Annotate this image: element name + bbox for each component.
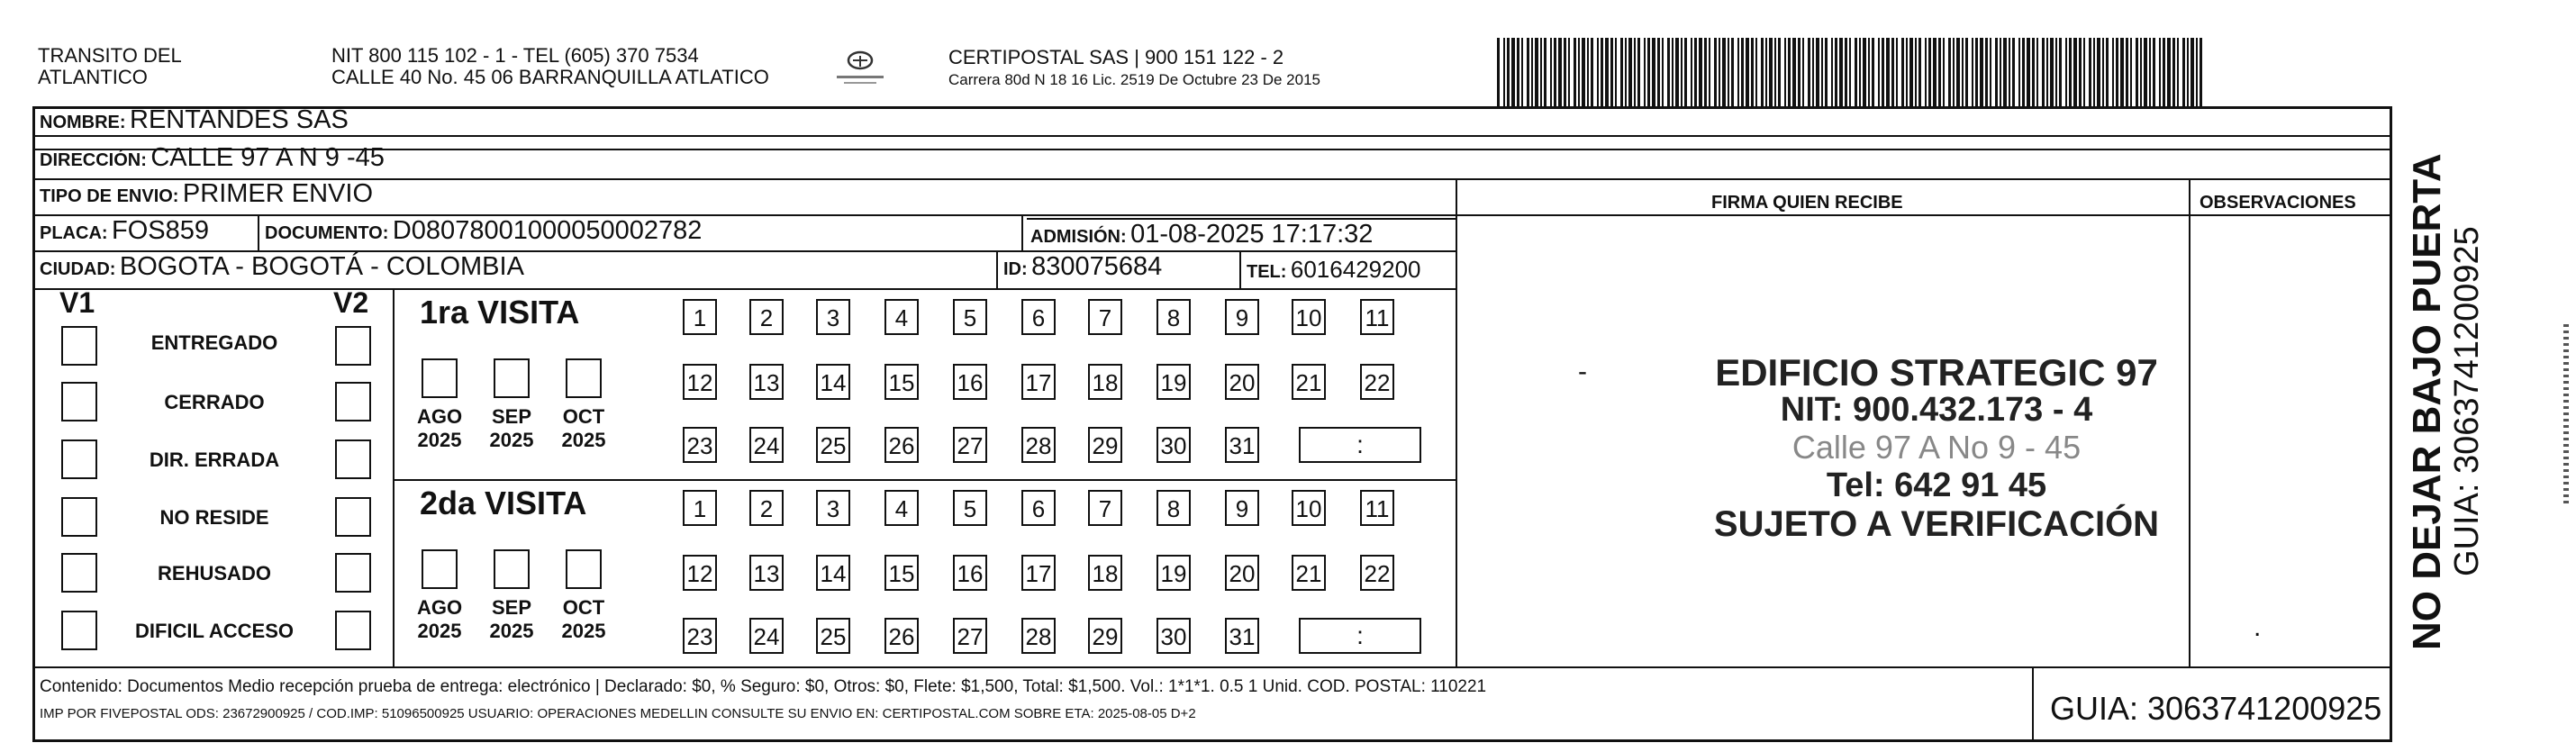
dot-mark: . [2254,612,2262,642]
day-box[interactable]: 26 [884,618,919,654]
day-box[interactable]: 29 [1088,618,1122,654]
courier-name: CERTIPOSTAL SAS | 900 151 122 - 2 [948,46,1284,68]
status-option-label: DIFICIL ACCESO [134,620,294,642]
day-box[interactable]: 31 [1225,618,1259,654]
day-box[interactable]: 21 [1292,555,1326,591]
v2-label: V2 [333,286,369,319]
placa-row [40,216,209,246]
footer-guia: GUIA: 3063741200925 [2050,690,2382,727]
day-box[interactable]: 12 [683,364,717,400]
v1-label: V1 [59,286,95,319]
certipostal-logo-icon [833,47,887,92]
nombre-value: RENTANDES SAS [130,105,349,134]
day-box[interactable]: 17 [1021,364,1056,400]
day-box[interactable]: 31 [1225,427,1259,463]
stamp-line-1: EDIFICIO STRATEGIC 97 [1715,351,2158,394]
day-box[interactable]: 2 [749,299,784,335]
status-option-label: ENTREGADO [150,331,278,354]
v1-checkbox[interactable] [61,553,97,593]
side-guia: GUIA: 3063741200925 [2448,226,2486,576]
day-box[interactable]: 22 [1360,364,1394,400]
visit-month-label: OCT [562,405,605,428]
day-box[interactable]: 27 [953,618,987,654]
documento-row [265,216,702,246]
status-option-label: CERRADO [164,391,265,413]
visit-month-checkbox[interactable] [494,358,530,398]
observaciones-label: OBSERVACIONES [2200,193,2356,213]
visit-month-checkbox[interactable] [566,358,602,398]
day-box[interactable]: 26 [884,427,919,463]
scan-edge-mark [2563,324,2569,504]
visit-month-label: AGO [416,596,463,619]
nombre-row [40,105,349,135]
v1-checkbox[interactable] [61,497,97,537]
visit-month-checkbox[interactable] [566,549,602,589]
time-field[interactable]: : [1299,427,1421,463]
v1-checkbox[interactable] [61,382,97,421]
firma-label: FIRMA QUIEN RECIBE [1711,193,1903,213]
admision-label: ADMISIÓN: [1030,227,1127,247]
day-box[interactable]: 27 [953,427,987,463]
day-box[interactable]: 19 [1156,555,1191,591]
day-box[interactable]: 20 [1225,555,1259,591]
visit-year-label: 2025 [417,429,462,451]
courier-license: Carrera 80d N 18 16 Lic. 2519 De Octubre 23 De 2015 [948,71,1320,88]
day-box[interactable]: 6 [1021,490,1056,526]
day-box[interactable]: 6 [1021,299,1056,335]
day-box[interactable]: 23 [683,618,717,654]
visit-year-label: 2025 [417,620,462,642]
ciudad-row [40,252,524,282]
v1-checkbox[interactable] [61,439,97,479]
v2-checkbox[interactable] [335,497,371,537]
status-option-label: REHUSADO [158,562,271,584]
visit-2-title: 2da VISITA [420,485,587,521]
v2-checkbox[interactable] [335,611,371,650]
v1-checkbox[interactable] [61,326,97,366]
day-box[interactable]: 16 [953,555,987,591]
day-box[interactable]: 20 [1225,364,1259,400]
sender-nit: NIT 800 115 102 - 1 - TEL (605) 370 7534 [331,44,699,67]
day-box[interactable]: 17 [1021,555,1056,591]
direccion-row [40,143,385,173]
direccion-value: CALLE 97 A N 9 -45 [150,143,385,172]
v2-checkbox[interactable] [335,326,371,366]
visit-month-label: AGO [416,405,463,428]
direccion-label: DIRECCIÓN: [40,150,147,170]
day-box[interactable]: 25 [816,618,850,654]
id-label: ID: [1003,259,1028,279]
day-box[interactable]: 7 [1088,490,1122,526]
visit-year-label: 2025 [561,429,606,451]
documento-value: D08078001000050002782 [392,216,703,245]
time-field[interactable]: : [1299,618,1421,654]
day-box[interactable]: 11 [1360,299,1394,335]
documento-label: DOCUMENTO: [265,223,389,243]
stamp-line-4: Tel: 642 91 45 [1826,467,2047,504]
day-box[interactable]: 18 [1088,555,1122,591]
footer-imp: IMP POR FIVEPOSTAL ODS: 23672900925 / COD.IMP: 51096500925 USUARIO: OPERACIONES MEDELLIN CONSULTE SU ENVIO EN: CERTIPOSTAL.COM SOBRE ETA: 2025-08-05 D+2 [40,706,1196,721]
sender-line-1: TRANSITO DEL [38,44,182,67]
day-box[interactable]: 14 [816,364,850,400]
day-box[interactable]: 4 [884,299,919,335]
day-box[interactable]: 28 [1021,618,1056,654]
visit-month-checkbox[interactable] [494,549,530,589]
placa-value: FOS859 [112,216,209,245]
v2-checkbox[interactable] [335,439,371,479]
day-box[interactable]: 30 [1156,618,1191,654]
visit-year-label: 2025 [561,620,606,642]
stamp-line-2: NIT: 900.432.173 - 4 [1780,391,2093,429]
ciudad-label: CIUDAD: [40,259,116,279]
tel-row [1247,256,1421,284]
day-box[interactable]: 18 [1088,364,1122,400]
day-box[interactable]: 25 [816,427,850,463]
barcode [1497,38,2209,108]
placa-label: PLACA: [40,223,108,243]
tipo-envio-value: PRIMER ENVIO [182,179,374,208]
day-box[interactable]: 9 [1225,490,1259,526]
day-box[interactable]: 28 [1021,427,1056,463]
tel-value: 6016429200 [1290,256,1421,283]
day-box[interactable]: 13 [749,555,784,591]
day-box[interactable]: 15 [884,364,919,400]
day-box[interactable]: 7 [1088,299,1122,335]
side-warning: NO DEJAR BAJO PUERTA [2405,153,2449,650]
day-box[interactable]: 22 [1360,555,1394,591]
v2-checkbox[interactable] [335,553,371,593]
day-box[interactable]: 29 [1088,427,1122,463]
tipo-envio-label: TIPO DE ENVIO: [40,186,179,206]
admision-row [1030,220,1373,249]
v1-checkbox[interactable] [61,611,97,650]
day-box[interactable]: 21 [1292,364,1326,400]
day-box[interactable]: 4 [884,490,919,526]
id-row [1003,252,1162,282]
dash-mark: - [1578,357,1587,386]
day-box[interactable]: 5 [953,299,987,335]
id-value: 830075684 [1031,252,1163,281]
visit-month-label: SEP [491,405,532,428]
status-option-label: DIR. ERRADA [149,448,280,471]
day-box[interactable]: 24 [749,618,784,654]
day-box[interactable]: 19 [1156,364,1191,400]
day-box[interactable]: 15 [884,555,919,591]
ciudad-value: BOGOTA - BOGOTÁ - COLOMBIA [119,252,524,281]
day-box[interactable]: 13 [749,364,784,400]
stamp-line-5: SUJETO A VERIFICACIÓN [1713,504,2160,544]
day-box[interactable]: 1 [683,490,717,526]
visit-year-label: 2025 [489,620,534,642]
day-box[interactable]: 23 [683,427,717,463]
day-box[interactable]: 16 [953,364,987,400]
visit-month-label: SEP [491,596,532,619]
footer-contenido: Contenido: Documentos Medio recepción prueba de entrega: electrónico | Declarado: $0, % Seguro: $0, Otros: $0, Flete: $1,500, Total: $1,500. Vol.: 1*1*1. 0.5 1 Unid. COD. POSTAL: 110221 [40,677,1487,696]
sender-line-2: ATLANTICO [38,66,148,88]
visit-month-checkbox[interactable] [422,358,458,398]
visit-month-label: OCT [562,596,605,619]
tipo-envio-row [40,179,373,209]
day-box[interactable]: 30 [1156,427,1191,463]
day-box[interactable]: 14 [816,555,850,591]
day-box[interactable]: 24 [749,427,784,463]
day-box[interactable]: 12 [683,555,717,591]
sender-address: CALLE 40 No. 45 06 BARRANQUILLA ATLATICO [331,66,769,88]
day-box[interactable]: 10 [1292,299,1326,335]
day-box[interactable]: 8 [1156,299,1191,335]
day-box[interactable]: 2 [749,490,784,526]
day-box[interactable]: 10 [1292,490,1326,526]
nombre-label: NOMBRE: [40,113,126,132]
visit-1-title: 1ra VISITA [420,294,580,331]
visit-year-label: 2025 [489,429,534,451]
day-box[interactable]: 5 [953,490,987,526]
day-box[interactable]: 3 [816,299,850,335]
day-box[interactable]: 11 [1360,490,1394,526]
day-box[interactable]: 8 [1156,490,1191,526]
tel-label: TEL: [1247,262,1287,282]
status-option-label: NO RESIDE [159,506,269,529]
admision-value: 01-08-2025 17:17:32 [1130,220,1374,249]
visit-month-checkbox[interactable] [422,549,458,589]
day-box[interactable]: 3 [816,490,850,526]
stamp-line-3: Calle 97 A No 9 - 45 [1791,429,2082,466]
day-box[interactable]: 9 [1225,299,1259,335]
v2-checkbox[interactable] [335,382,371,421]
day-box[interactable]: 1 [683,299,717,335]
